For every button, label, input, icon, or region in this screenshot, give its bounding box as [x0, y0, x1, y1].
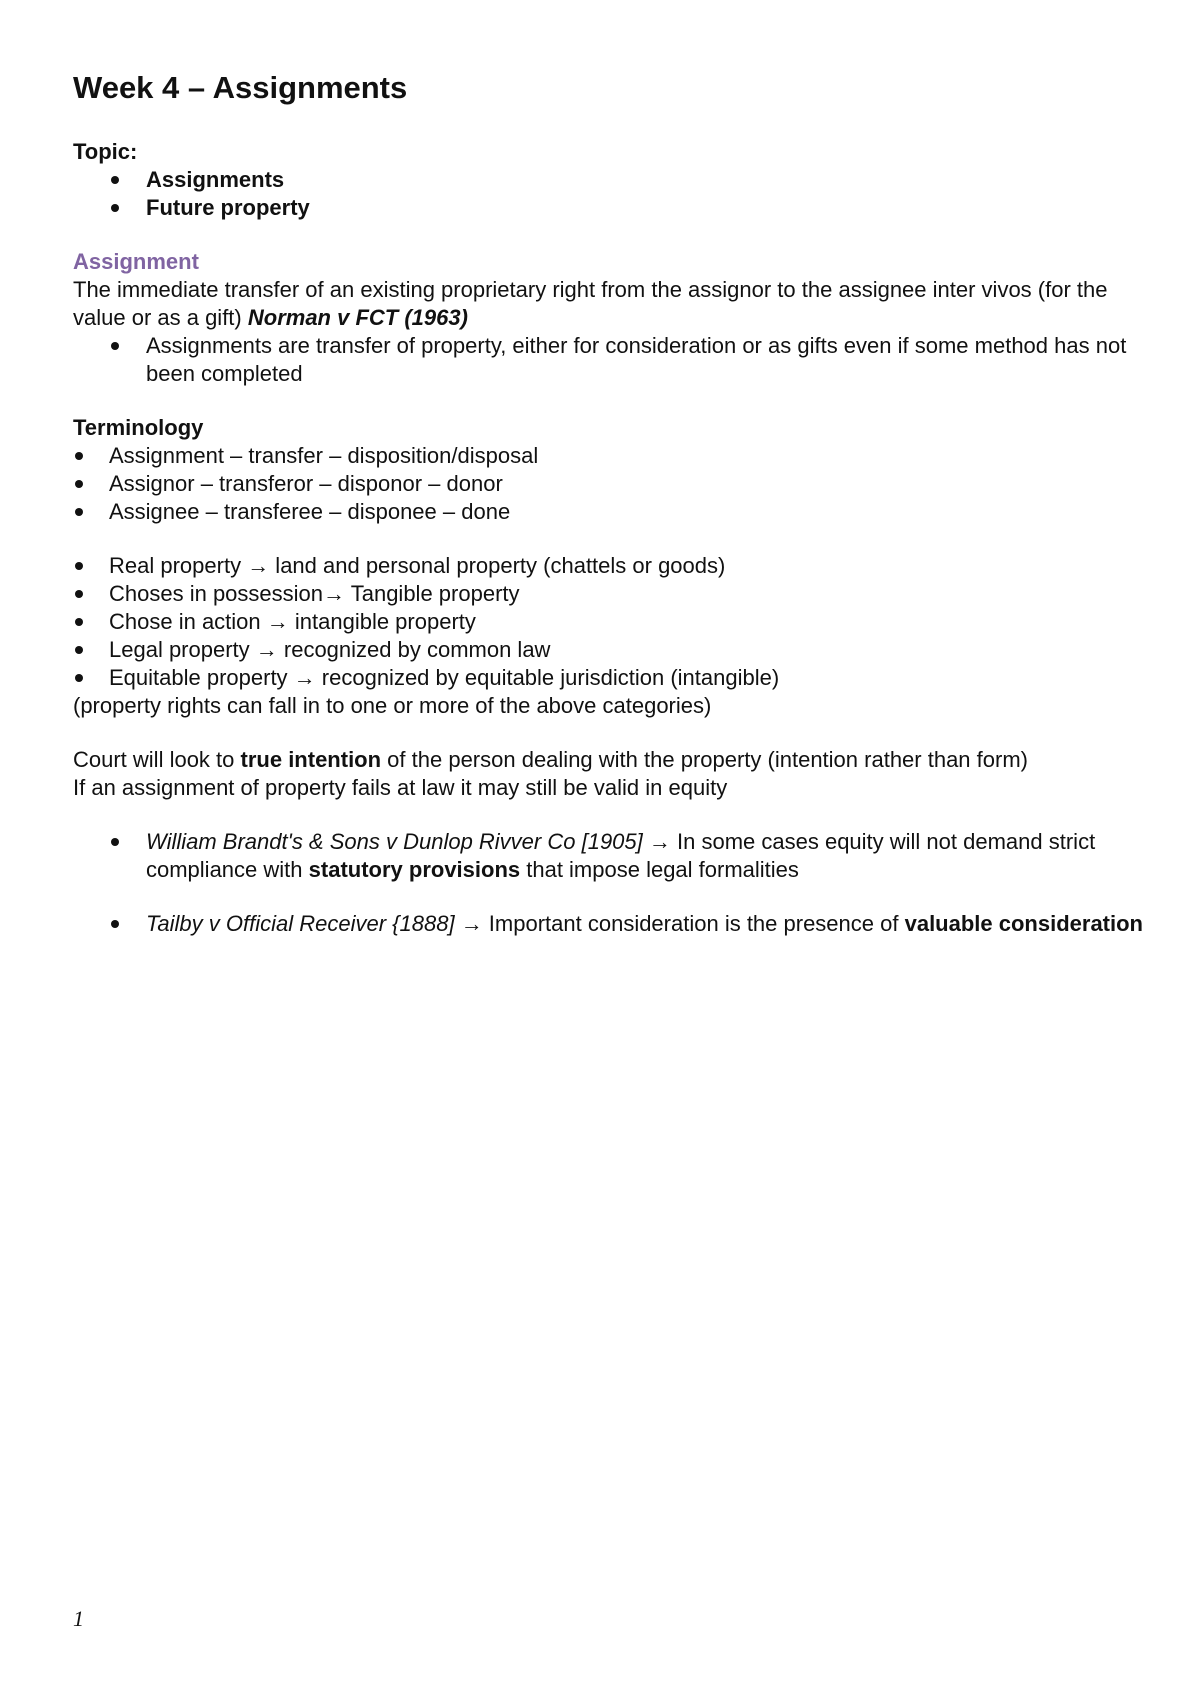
- page-title: Week 4 – Assignments: [73, 70, 408, 105]
- category-desc: recognized by equitable jurisdiction (intangible): [315, 665, 780, 690]
- definition-text: The immediate transfer of an existing proprietary right from the assignor to the assignee inter vivos (for the value or as a gift): [73, 277, 1108, 330]
- arrow-right-icon: →: [255, 637, 278, 662]
- category-term: Real property: [109, 553, 248, 578]
- bullet-icon: [75, 646, 83, 654]
- case-pre: Important consideration is the presence of: [482, 911, 905, 936]
- list-item: [73, 664, 1143, 692]
- category-term: Equitable property: [109, 665, 294, 690]
- arrow-right-icon: →: [266, 609, 289, 634]
- bullet-icon: [111, 920, 119, 928]
- category-term: Legal property: [109, 637, 256, 662]
- arrow-right-icon: →: [648, 829, 671, 854]
- case-citation: Norman v FCT (1963): [247, 305, 468, 330]
- arrow-right-icon: →: [247, 553, 270, 578]
- list-item: [73, 194, 1143, 222]
- terminology-terms-list: [73, 442, 1143, 526]
- assignment-list: [73, 332, 1143, 388]
- intention-line: [73, 746, 1143, 774]
- bullet-icon: [111, 204, 119, 212]
- bullet-icon: [111, 342, 119, 350]
- list-item: [73, 498, 1143, 526]
- category-desc: land and personal property (chattels or goods): [269, 553, 726, 578]
- bullet-icon: [75, 480, 83, 488]
- assignment-heading: Assignment: [73, 249, 199, 274]
- term-text: Assignee – transferee – disponee – done: [109, 499, 511, 524]
- topic-list: [73, 166, 1143, 222]
- bullet-icon: [75, 618, 83, 626]
- bullet-icon: [111, 838, 119, 846]
- list-item: [73, 332, 1143, 388]
- intention-pre: Court will look to: [73, 747, 241, 772]
- document-page: [73, 68, 1143, 938]
- bullet-icon: [75, 508, 83, 516]
- page-number: 1: [73, 1606, 84, 1631]
- case-name: Tailby v Official Receiver {1888]: [146, 911, 455, 936]
- bullet-icon: [75, 674, 83, 682]
- terminology-heading: Terminology: [73, 415, 204, 440]
- list-item: [73, 470, 1143, 498]
- assignment-definition: [73, 276, 1143, 332]
- case-pre: In some cases equity will not demand strict compliance with: [146, 829, 1096, 882]
- arrow-right-icon: →: [293, 665, 316, 690]
- term-text: Assignment – transfer – disposition/disposal: [109, 443, 539, 468]
- topic-heading: Topic:: [73, 139, 138, 164]
- list-item: [73, 828, 1143, 884]
- category-desc: recognized by common law: [277, 637, 551, 662]
- arrow-right-icon: →: [460, 911, 483, 936]
- arrow-right-icon: →: [323, 581, 346, 606]
- category-desc: intangible property: [288, 609, 476, 634]
- topic-item: Future property: [146, 195, 310, 220]
- list-item: [73, 608, 1143, 636]
- bullet-icon: [75, 590, 83, 598]
- list-item: [73, 580, 1143, 608]
- case-name: William Brandt's & Sons v Dunlop Rivver Co [1905]: [146, 829, 643, 854]
- list-item: [73, 910, 1143, 938]
- intention-bold: true intention: [240, 747, 382, 772]
- case-bold: statutory provisions: [308, 857, 521, 882]
- list-item: [73, 552, 1143, 580]
- list-item: [73, 166, 1143, 194]
- intention-line-2: If an assignment of property fails at law it may still be valid in equity: [73, 775, 728, 800]
- list-item: [73, 442, 1143, 470]
- cases-list-2: [73, 910, 1143, 938]
- assignment-bullet-text: Assignments are transfer of property, either for consideration or as gifts even if some method has not been completed: [146, 333, 1127, 386]
- intention-post: of the person dealing with the property (intention rather than form): [381, 747, 1028, 772]
- bullet-icon: [75, 452, 83, 460]
- categories-note: (property rights can fall in to one or more of the above categories): [73, 693, 712, 718]
- category-term: Choses in possession: [109, 581, 324, 606]
- case-bold: valuable consideration: [904, 911, 1143, 936]
- list-item: [73, 636, 1143, 664]
- topic-item: Assignments: [146, 167, 285, 192]
- property-categories-list: [73, 552, 1143, 692]
- category-desc: Tangible property: [345, 581, 520, 606]
- case-post: that impose legal formalities: [520, 857, 799, 882]
- bullet-icon: [111, 176, 119, 184]
- bullet-icon: [75, 562, 83, 570]
- category-term: Chose in action: [109, 609, 267, 634]
- cases-list: [73, 828, 1143, 884]
- term-text: Assignor – transferor – disponor – donor: [109, 471, 503, 496]
